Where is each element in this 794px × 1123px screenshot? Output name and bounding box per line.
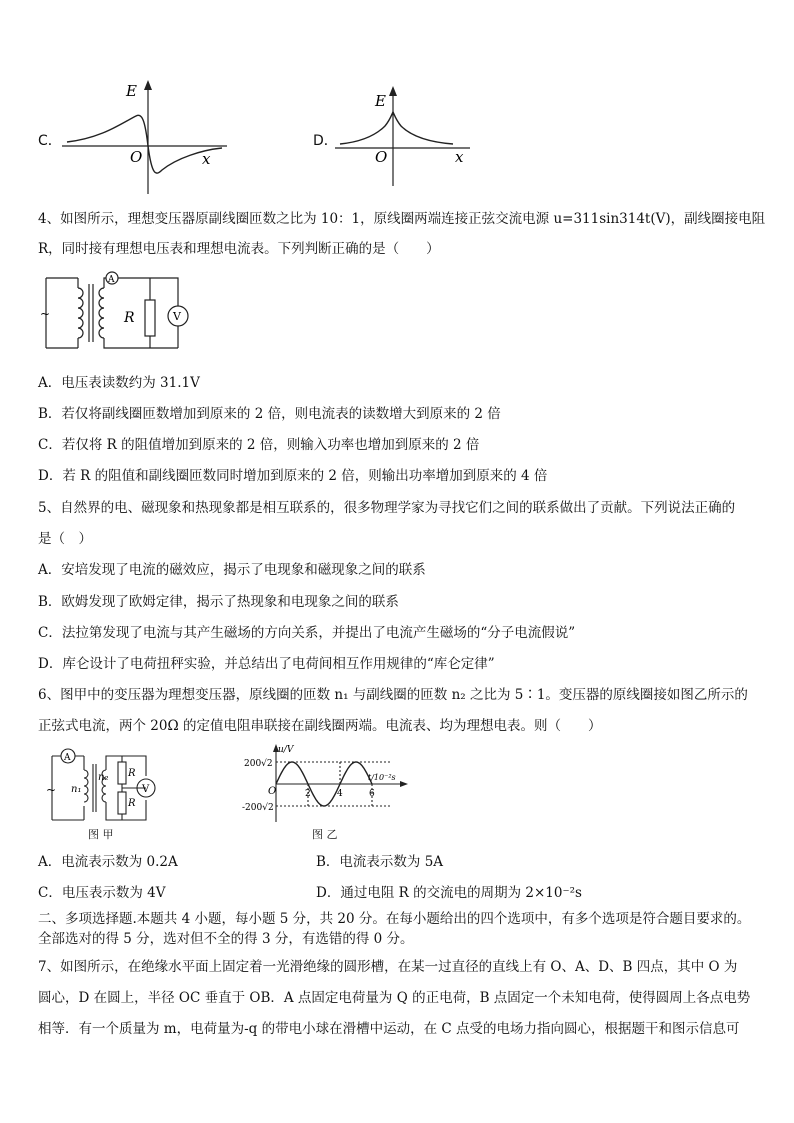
q4-stem-line1: 4、如图所示，理想变压器原副线圈匝数之比为 10：1，原线圈两端连接正弦交流电源 u=311sin314t(V)，副线圈接电阻 — [38, 211, 766, 227]
x-tick-2: 2 — [305, 789, 311, 799]
axis-E-label: E — [375, 92, 386, 110]
n2-label: n₂ — [98, 772, 109, 783]
q5-option-c: C．法拉第发现了电流与其产生磁场的方向关系，并提出了电流产生磁场的“分子电流假说” — [38, 625, 576, 641]
q4-stem-line2: R，同时接有理想电压表和理想电流表。下列判断正确的是（ ） — [38, 241, 440, 257]
ac-source-symbol: ~ — [40, 307, 51, 321]
q5-option-d: D．库仑设计了电荷扭秤实验，并总结出了电荷间相互作用规律的“库仑定律” — [38, 656, 495, 672]
q6-stem-line2: 正弦式电流，两个 20Ω 的定值电阻串联接在副线圈两端。电流表、均为理想电表。则（ ） — [38, 718, 602, 734]
resistor-label: R — [128, 798, 136, 809]
ammeter-label: A — [64, 753, 71, 763]
axis-O-label: O — [130, 148, 143, 166]
voltmeter-label: V — [173, 310, 181, 323]
resistor-label: R — [128, 768, 136, 779]
q5-option-b: B．欧姆发现了欧姆定律，揭示了热现象和电现象之间的联系 — [38, 594, 399, 610]
section2-heading-line1: 二、多项选择题.本题共 4 小题，每小题 5 分，共 20 分。在每小题给出的四个选项中，有多个选项是符合题目要求的。 — [38, 911, 751, 927]
q4-option-c: C．若仅将 R 的阻值增加到原来的 2 倍，则输入功率也增加到原来的 2 倍 — [38, 437, 480, 453]
q6-option-b: B．电流表示数为 5A — [316, 854, 444, 870]
x-tick-6: 6 — [369, 789, 375, 799]
section2-heading-line2: 全部选对的得 5 分，选对但不全的得 3 分，有选错的得 0 分。 — [38, 931, 414, 947]
q6-option-d: D．通过电阻 R 的交流电的周期为 2×10⁻²s — [316, 885, 582, 901]
q4-transformer-circuit — [38, 268, 190, 358]
q6-figure-jia — [44, 744, 168, 828]
graph-option-d — [335, 86, 475, 188]
graph-option-c — [62, 78, 232, 196]
q4-option-b: B．若仅将副线圈匝数增加到原来的 2 倍，则电流表的读数增大到原来的 2 倍 — [38, 406, 501, 422]
option-d-label: D． — [313, 133, 338, 149]
figure-yi-caption: 图 乙 — [312, 828, 338, 841]
axis-O-label: O — [375, 148, 388, 166]
q6-option-a: A．电流表示数为 0.2A — [38, 854, 178, 870]
ammeter-label: A — [108, 275, 115, 285]
q5-option-a: A．安培发现了电流的磁效应，揭示了电现象和磁现象之间的联系 — [38, 562, 426, 578]
axis-x-label: x — [202, 150, 211, 168]
y-axis-label: u/V — [278, 745, 294, 755]
q6-option-c: C．电压表示数为 4V — [38, 885, 166, 901]
q7-stem-line3: 相等．有一个质量为 m，电荷量为-q 的带电小球在滑槽中运动，在 C 点受的电场力指向圆心，根据题干和图示信息可 — [38, 1021, 740, 1037]
y-top-tick: 200√2 — [244, 759, 273, 769]
n1-label: n₁ — [71, 784, 82, 795]
axis-x-label: x — [455, 148, 464, 166]
x-axis-label: t/10⁻²s — [368, 773, 396, 782]
q5-stem-line1: 5、自然界的电、磁现象和热现象都是相互联系的，很多物理学家为寻找它们之间的联系做出了贡献。下列说法正确的 — [38, 500, 736, 516]
q7-stem-line2: 圆心，D 在圆上，半径 OC 垂直于 OB．A 点固定电荷量为 Q 的正电荷，B 点固定一个未知电荷，使得圆周上各点电势 — [38, 990, 751, 1006]
q4-option-d: D．若 R 的阻值和副线圈匝数同时增加到原来的 2 倍，则输出功率增加到原来的 4 倍 — [38, 468, 548, 484]
origin-label: O — [268, 786, 277, 797]
voltmeter-label: V — [142, 784, 150, 795]
option-c-label: C． — [38, 133, 62, 149]
x-tick-4: 4 — [337, 789, 343, 799]
q7-stem-line1: 7、如图所示，在绝缘水平面上固定着一光滑绝缘的圆形槽，在某一过直径的直线上有 O、A、D、B 四点，其中 O 为 — [38, 959, 738, 975]
ac-source-symbol: ~ — [46, 783, 57, 797]
q5-stem-line2: 是（ ） — [38, 531, 92, 547]
axis-E-label: E — [126, 82, 137, 100]
q6-figure-yi-sine-chart — [242, 744, 412, 824]
y-bottom-tick: -200√2 — [242, 803, 274, 813]
resistor-label: R — [124, 310, 135, 326]
figure-jia-caption: 图 甲 — [88, 828, 114, 841]
q4-option-a: A．电压表读数约为 31.1V — [38, 375, 200, 391]
q6-stem-line1: 6、图甲中的变压器为理想变压器，原线圈的匝数 n₁ 与副线圈的匝数 n₂ 之比为 5∶1。变压器的原线圈接如图乙所示的 — [38, 687, 748, 703]
